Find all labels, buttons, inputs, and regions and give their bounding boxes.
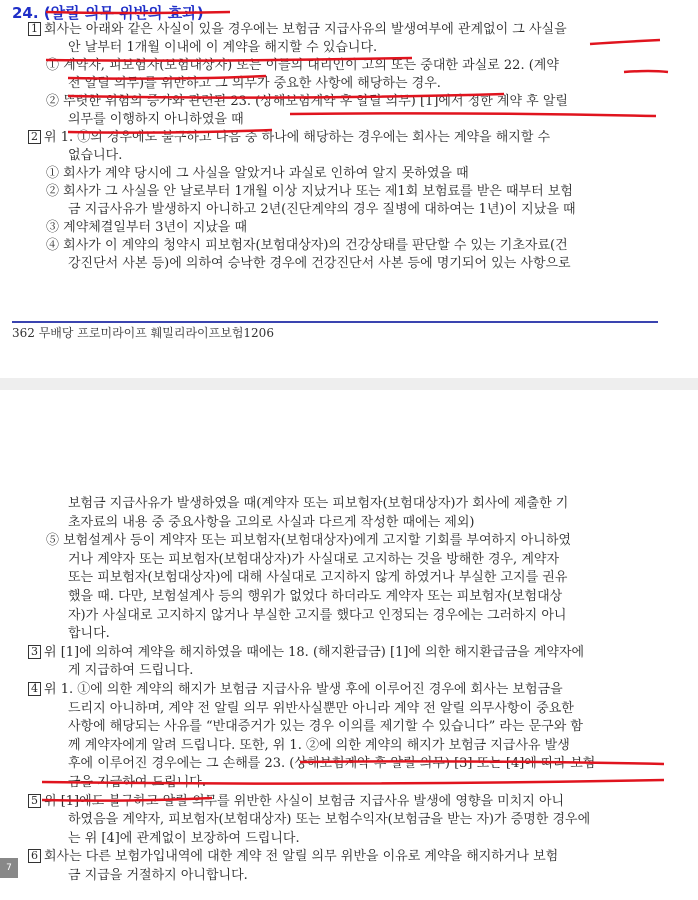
text-line: [68, 738, 570, 754]
text-line-content: ② 회사가 그 사실을 안 날로부터 1개월 이상 지났거나 또는 제1회 보험료를 받은 때부터 보험: [46, 184, 573, 199]
text-line-content: 께 계약자에게 알려 드립니다. 또한, 위 1. ②에 의한 계약의 해지가 보험금 지급사유 발생: [68, 737, 570, 753]
text-line: [68, 256, 571, 272]
text-line-content: 전 알릴 의무)를 위반하고 그 의무가 중요한 사항에 해당하는 경우.: [68, 76, 441, 91]
text-line: [68, 663, 193, 679]
text-line: [68, 552, 559, 568]
document-page-1: [0, 0, 698, 378]
text-line: [68, 148, 122, 164]
text-line: [46, 220, 247, 236]
text-line-content: 는 위 [4]에 관계없이 보장하여 드립니다.: [68, 830, 300, 846]
text-line-content: 후에 이루어진 경우에는 그 손해를 23. (상해보험계약 후 알릴 의무) [3] 또는 [4]에 따라 보험: [68, 756, 596, 772]
text-line: [28, 130, 550, 146]
text-line: [68, 496, 568, 512]
text-line-content: 위 1. ①의 경우에도 불구하고 다음 중 하나에 해당하는 경우에는 회사는 계약을 해지할 수: [44, 130, 551, 145]
text-line: [68, 719, 583, 735]
page-gap: [0, 378, 698, 390]
text-line-content: 게 지급하여 드립니다.: [68, 663, 194, 679]
clause-number-box: 2: [28, 130, 41, 144]
text-line: [68, 570, 567, 586]
text-line-content: 금을 지급하여 드립니다.: [68, 775, 206, 790]
text-line-content: ③ 계약체결일부터 3년이 지났을 때: [46, 220, 248, 235]
text-line: [68, 701, 574, 717]
text-line-content: 강진단서 사본 등)에 의하여 승낙한 경우에 건강진단서 사본 등에 명기되어 있는 사항으로: [68, 256, 571, 271]
document-page-2: [0, 390, 698, 900]
text-line: [46, 184, 573, 200]
text-line: [68, 775, 206, 791]
text-line-content: 위 [1]에 의하여 계약을 해지하였을 때에는 18. (해지환급금) [1]에 의한 해지환급금을 계약자에: [44, 644, 585, 660]
clause-number-box: 3: [28, 645, 41, 659]
text-line: [68, 608, 566, 624]
text-line: [68, 40, 377, 56]
text-line: [46, 166, 469, 182]
footer-rule: [12, 321, 658, 323]
clause-number-box: 4: [28, 682, 41, 696]
clause-number-box: 1: [28, 22, 41, 36]
text-line: [68, 868, 248, 884]
text-line-content: 위 [1]에도 불구하고 알릴 의무를 위반한 사실이 보험금 지급사유 발생에 영향을 미치지 아니: [44, 793, 565, 809]
text-line-content: 합니다.: [68, 626, 110, 642]
text-line-content: ④ 회사가 이 계약의 청약시 피보험자(보험대상자)의 건강상태를 판단할 수 있는 기초자료(건: [46, 238, 568, 253]
text-line: [68, 112, 244, 128]
text-line-content: ② 뚜렷한 위험의 증가와 관련된 23. (상해보험계약 후 알릴 의무) [1]에서 정한 계약 후 알릴: [46, 94, 568, 109]
text-line-content: 또는 피보험자(보험대상자)에 대해 사실대로 고지하지 않게 하였거나 부실한 고지를 권유: [68, 570, 568, 586]
text-line: [68, 589, 562, 605]
text-line: [46, 533, 571, 549]
text-line-content: 거나 계약자 또는 피보험자(보험대상자)가 사실대로 고지하는 것을 방해한 경우, 계약자: [68, 551, 559, 567]
clause-number-box: 6: [28, 849, 41, 863]
text-line-content: 초자료의 내용 중 중요사항을 고의로 사실과 다르게 작성한 때에는 제외): [68, 514, 475, 530]
text-line: [68, 626, 110, 642]
text-line-content: 금 지급을 거절하지 아니합니다.: [68, 868, 248, 883]
text-line: [28, 22, 567, 38]
text-line: [46, 58, 559, 74]
text-line: [28, 794, 564, 810]
text-line-content: 없습니다.: [68, 148, 123, 163]
text-line: [68, 202, 576, 218]
text-line-content: 의무를 이행하지 아니하였을 때: [68, 112, 244, 127]
text-line-content: ⑤ 보험설계사 등이 계약자 또는 피보험자(보험대상자)에게 고지할 기회를 부여하지 아니하였: [46, 533, 571, 549]
text-line-content: 회사는 다른 보험가입내역에 대한 계약 전 알릴 의무 위반을 이유로 계약을 해지하거나 보험: [44, 849, 559, 865]
text-line-content: 보험금 지급사유가 발생하였을 때(계약자 또는 피보험자(보험대상자)가 회사에 제출한 기: [68, 496, 569, 511]
text-line-content: 위 1. ①에 의한 계약의 해지가 보험금 지급사유 발생 후에 이루어진 경우에 회사는 보험금을: [44, 682, 563, 697]
text-line: [28, 682, 563, 698]
text-line: [68, 812, 590, 828]
text-line: [28, 849, 558, 865]
text-line: [28, 645, 584, 661]
text-line-content: 사항에 해당되는 사유를 “반대증거가 있는 경우 이의를 제기할 수 있습니다” 라는 문구와 함: [68, 719, 583, 735]
page-footer: 362 무배당 프로미라이프 훼밀리라이프보험1206: [12, 326, 274, 340]
text-line-content: 금 지급사유가 발생하지 아니하고 2년(진단계약의 경우 질병에 대하여는 1년)이 지났을 때: [68, 202, 576, 217]
text-line: [46, 94, 568, 110]
text-line: [68, 756, 595, 772]
text-line-content: 회사는 아래와 같은 사실이 있을 경우에는 보험금 지급사유의 발생여부에 관계없이 그 사실을: [44, 22, 567, 37]
text-line: [68, 515, 474, 531]
text-line-content: ① 회사가 계약 당시에 그 사실을 알았거나 과실로 인하여 알지 못하였을 때: [46, 166, 469, 181]
text-line: [68, 831, 300, 847]
section-title: 24. (알릴 의무 위반의 효과): [12, 4, 204, 22]
text-line-content: ① 계약자, 피보험자(보험대상자) 또는 이들의 대리인이 고의 또는 중대한 과실로 22. (계약: [46, 58, 559, 73]
clause-number-box: 5: [28, 794, 41, 808]
text-line: [68, 76, 441, 92]
text-line: [46, 238, 568, 254]
text-line-content: 했을 때. 다만, 보험설계사 등의 행위가 없었다 하더라도 계약자 또는 피보험자(보험대상: [68, 589, 563, 604]
text-line-content: 안 날부터 1개월 이내에 이 계약을 해지할 수 있습니다.: [68, 40, 378, 55]
text-line-content: 하였음을 계약자, 피보험자(보험대상자) 또는 보험수익자(보험금을 받는 자)가 증명한 경우에: [68, 812, 591, 828]
text-line-content: 드리지 아니하며, 계약 전 알릴 의무 위반사실뿐만 아니라 계약 전 알릴 의무사항이 중요한: [68, 700, 574, 716]
side-measure-tag: 7 cm: [0, 858, 18, 878]
text-line-content: 자)가 사실대로 고지하지 않거나 부실한 고지를 했다고 인정되는 경우에는 그러하지 아니: [68, 607, 567, 623]
